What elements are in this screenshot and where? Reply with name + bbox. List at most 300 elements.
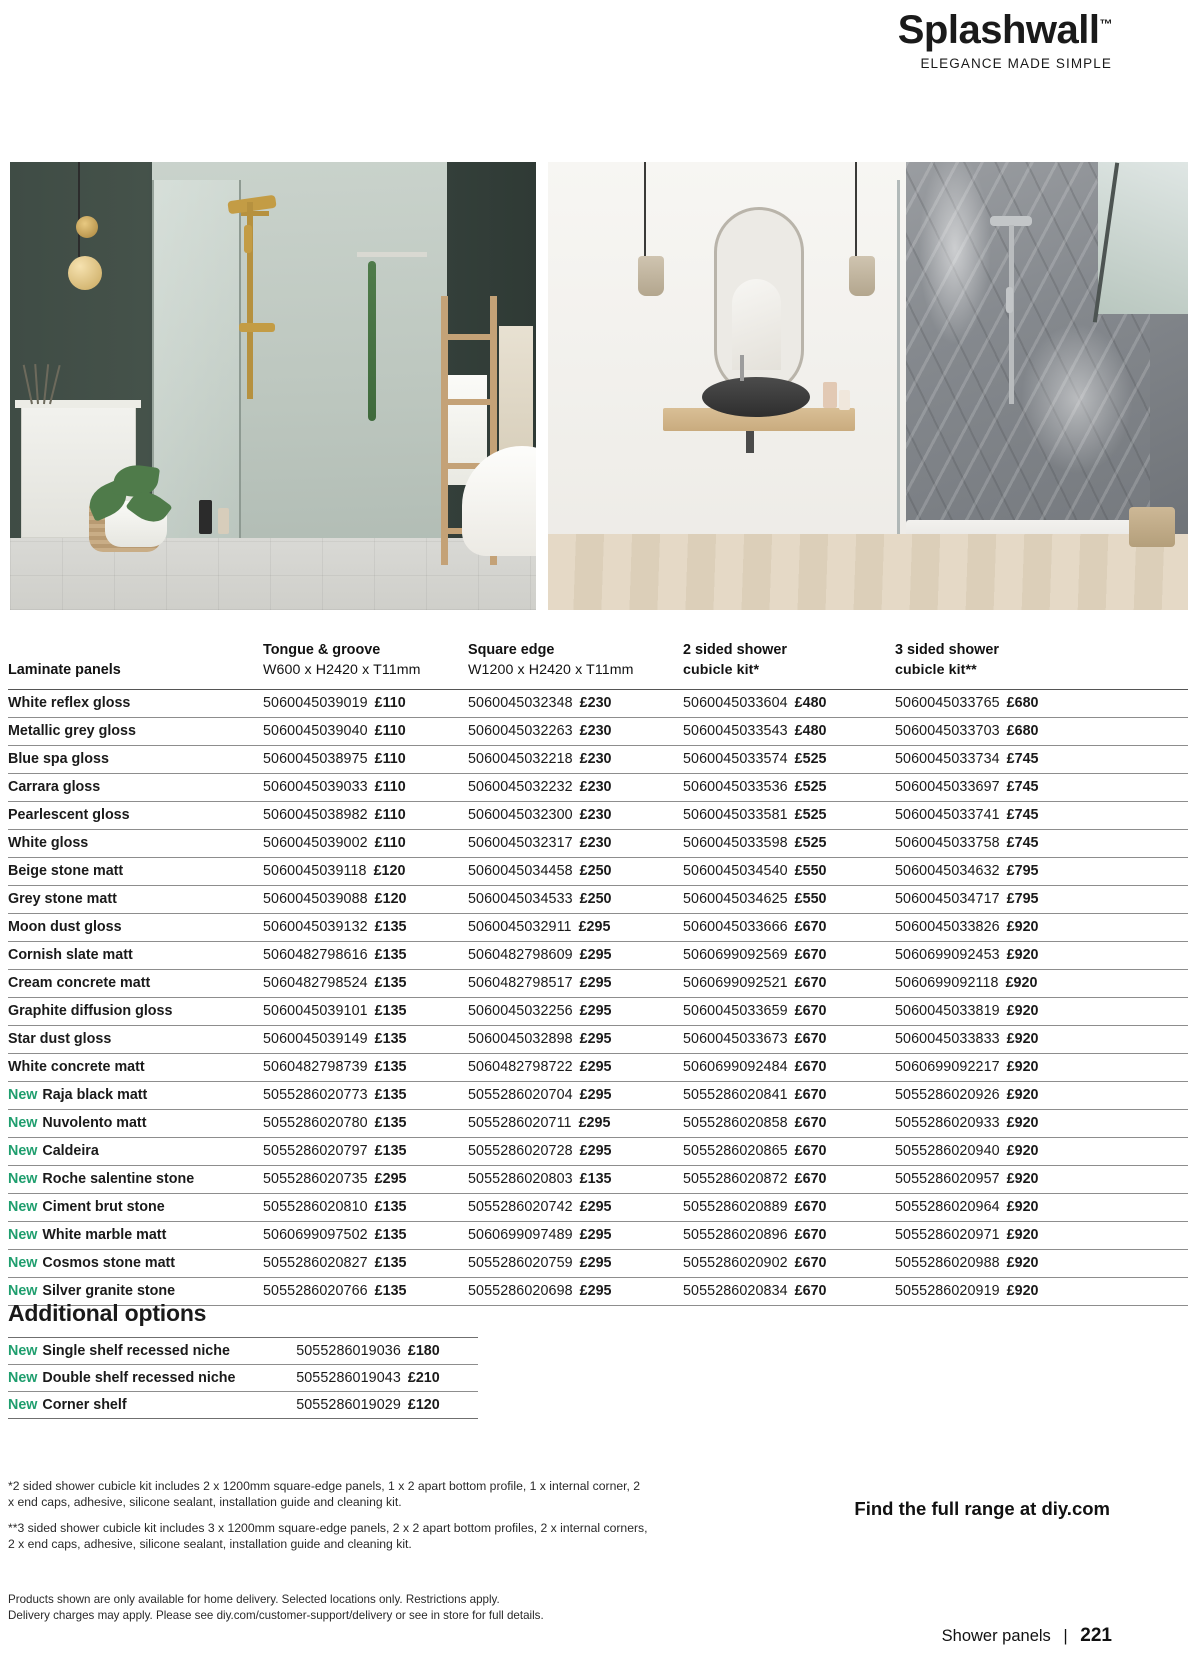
price-cell-tg [263,1249,468,1277]
price-cell-k2 [683,1277,895,1305]
sku-code: 5055286020896 [683,1227,788,1244]
additional-options-table [8,1337,478,1419]
additional-option-value-cell [296,1392,478,1419]
price-value: £920 [1006,1031,1039,1048]
additional-option-name: Double shelf recessed niche [42,1370,236,1386]
sku-code: 5060045033734 [895,751,1000,768]
sku-code: 5060045033604 [683,695,788,712]
additional-option-value-cell [296,1365,478,1392]
product-name-cell [8,801,263,829]
price-cell-k2 [683,1165,895,1193]
price-value: £480 [794,723,827,740]
price-value: £230 [579,779,612,796]
sku-code: 5060045033659 [683,1003,788,1020]
price-cell-k3 [895,745,1188,773]
table-row [8,745,1188,773]
sku-code: 5055286020780 [263,1115,368,1132]
price-value: £795 [1006,863,1039,880]
sku-code: 5060045033826 [895,919,1000,936]
footer-section-name: Shower panels [941,1627,1051,1645]
column-header-title: 2 sided shower [683,642,787,658]
column-header-sub: cubicle kit** [895,662,977,679]
price-value: £920 [1006,1283,1039,1300]
sku-code: 5060482798739 [263,1059,368,1076]
price-value: £295 [579,1059,612,1076]
price-cell-se [468,1165,683,1193]
price-value: £135 [374,919,407,936]
new-badge: New [8,1115,38,1132]
sku-code: 5060045033758 [895,835,1000,852]
price-cell-tg [263,997,468,1025]
price-value: £295 [579,947,612,964]
table-body [8,689,1188,1305]
price-cell-k2 [683,1053,895,1081]
table-row [8,829,1188,857]
price-value: £295 [579,1003,612,1020]
table-row [8,885,1188,913]
column-header-3-sided-kit [895,640,1188,689]
sku-code: 5060482798722 [468,1059,573,1076]
price-cell-se [468,1193,683,1221]
table-header-row [8,640,1188,689]
sku-code: 5060482798517 [468,975,573,992]
sku-code: 5055286020964 [895,1199,1000,1216]
table-row [8,941,1188,969]
price-value: £180 [407,1343,440,1359]
price-cell-k3 [895,913,1188,941]
price-value: £670 [794,1003,827,1020]
price-value: £670 [794,947,827,964]
price-cell-tg [263,1137,468,1165]
price-cell-k3 [895,689,1188,717]
sku-code: 5055286020988 [895,1255,1000,1272]
price-value: £135 [374,1031,407,1048]
sku-code: 5060045039118 [263,863,367,880]
price-value: £920 [1006,1087,1039,1104]
sku-code: 5055286020926 [895,1087,1000,1104]
sku-code: 5055286020957 [895,1171,1000,1188]
sku-code: 5055286020735 [263,1171,368,1188]
legal-disclaimer [8,1592,708,1625]
price-value: £295 [578,919,611,936]
sku-code: 5060045033765 [895,695,1000,712]
price-cell-k2 [683,1221,895,1249]
price-value: £295 [578,1115,611,1132]
price-cell-k2 [683,717,895,745]
table-row [8,1053,1188,1081]
price-value: £670 [794,975,827,992]
additional-option-value-cell [296,1338,478,1365]
price-cell-k2 [683,745,895,773]
product-name-cell [8,689,263,717]
sku-code: 5060699092484 [683,1059,788,1076]
price-cell-k3 [895,1137,1188,1165]
cta-find-full-range[interactable]: Find the full range at diy.com [854,1498,1110,1519]
new-badge: New [8,1343,38,1359]
price-cell-se [468,857,683,885]
table-row [8,969,1188,997]
price-cell-k2 [683,1249,895,1277]
column-header-title: Tongue & groove [263,642,381,658]
sku-code: 5055286020810 [263,1199,368,1216]
price-cell-k2 [683,773,895,801]
column-header-2-sided-kit [683,640,895,689]
sku-code: 5055286020698 [468,1283,573,1300]
price-cell-tg [263,1053,468,1081]
price-value: £135 [374,947,407,964]
additional-option-row [8,1392,478,1419]
sku-code: 5060045039132 [263,919,368,936]
price-cell-k3 [895,1165,1188,1193]
sku-code: 5060045033598 [683,835,788,852]
price-value: £295 [579,1255,612,1272]
product-name-cell [8,913,263,941]
table-header [8,640,1188,689]
price-cell-tg [263,1165,468,1193]
price-cell-k3 [895,1081,1188,1109]
price-cell-k3 [895,885,1188,913]
price-cell-se [468,773,683,801]
sku-code: 5055286020827 [263,1255,368,1272]
product-name-cell [8,717,263,745]
price-value: £920 [1006,1171,1039,1188]
price-cell-k2 [683,941,895,969]
price-cell-se [468,1081,683,1109]
sku-code: 5060699092453 [895,947,1000,964]
sku-code: 5060045034625 [683,891,788,908]
price-value: £525 [794,807,827,824]
price-value: £135 [374,1003,407,1020]
sku-code: 5060045032898 [468,1031,573,1048]
price-cell-tg [263,689,468,717]
column-header-laminate-panels [8,640,263,689]
sku-code: 5055286020766 [263,1283,368,1300]
price-cell-se [468,801,683,829]
price-value: £670 [794,1087,827,1104]
price-value: £250 [579,863,612,880]
sku-code: 5060045034717 [895,891,1000,908]
price-value: £135 [374,1059,407,1076]
sku-code: 5060045038982 [263,807,368,824]
product-name: Pearlescent gloss [8,807,130,824]
sku-code: 5060045033741 [895,807,1000,824]
sku-code: 5055286020902 [683,1255,788,1272]
price-cell-k2 [683,1081,895,1109]
price-cell-tg [263,1221,468,1249]
price-value: £295 [579,1031,612,1048]
product-name: Roche salentine stone [42,1171,195,1188]
new-badge: New [8,1370,38,1386]
product-name-cell [8,885,263,913]
trademark-symbol: ™ [1099,16,1112,32]
column-header-sub: W600 x H2420 x T11mm [263,662,421,679]
price-value: £120 [374,891,407,908]
sku-code: 5060045039019 [263,695,368,712]
sku-code: 5055286020933 [895,1115,1000,1132]
sku-code: 5055286020742 [468,1199,573,1216]
new-badge: New [8,1283,38,1300]
price-cell-se [468,745,683,773]
price-value: £670 [794,1143,827,1160]
legal-line-1: Products shown are only available for home delivery. Selected locations only. Restrictions apply. [8,1593,500,1606]
sku-code: 5060045032256 [468,1003,573,1020]
price-cell-tg [263,1025,468,1053]
product-name-cell [8,941,263,969]
price-cell-tg [263,717,468,745]
price-cell-k3 [895,773,1188,801]
product-name: Cosmos stone matt [42,1255,176,1272]
product-name: Star dust gloss [8,1031,112,1048]
price-cell-k3 [895,969,1188,997]
sku-code: 5055286020889 [683,1199,788,1216]
price-value: £670 [794,1031,827,1048]
new-badge: New [8,1143,38,1160]
price-cell-tg [263,773,468,801]
product-name-cell [8,969,263,997]
sku-code: 5060699097502 [263,1227,368,1244]
price-value: £110 [374,779,406,796]
sku-code: 5060045032218 [468,751,573,768]
product-name-cell [8,1053,263,1081]
price-cell-se [468,1025,683,1053]
hero-image-row [10,162,1190,610]
price-value: £110 [374,723,406,740]
price-cell-se [468,1053,683,1081]
price-cell-tg [263,1193,468,1221]
product-name-cell [8,1193,263,1221]
price-value: £745 [1006,807,1039,824]
price-value: £920 [1006,1143,1039,1160]
sku-code: 5060045034458 [468,863,573,880]
product-name-cell [8,1109,263,1137]
additional-options-body [8,1338,478,1419]
price-value: £135 [374,1199,407,1216]
price-value: £120 [407,1397,440,1413]
sku-code: 5060045033833 [895,1031,1000,1048]
price-value: £230 [579,695,612,712]
brand-logo [898,10,1112,71]
price-cell-tg [263,829,468,857]
sku-code: 5055286020971 [895,1227,1000,1244]
sku-code: 5060045039149 [263,1031,368,1048]
product-name-cell [8,1249,263,1277]
price-value: £480 [794,695,827,712]
additional-option-name-cell [8,1365,296,1392]
price-value: £795 [1006,891,1039,908]
additional-option-name-cell [8,1338,296,1365]
table-row [8,801,1188,829]
sku-code: 5060045033697 [895,779,1000,796]
brand-name-text: Splashwall [897,8,1100,52]
price-value: £680 [1006,723,1039,740]
table-row [8,1249,1188,1277]
sku-code: 5055286020711 [468,1115,572,1132]
price-cell-tg [263,801,468,829]
product-name: Cream concrete matt [8,975,151,992]
price-cell-tg [263,913,468,941]
sku-code: 5055286020872 [683,1171,788,1188]
product-name-cell [8,1221,263,1249]
product-name: Carrara gloss [8,779,101,796]
table-row [8,1165,1188,1193]
price-cell-k3 [895,1249,1188,1277]
sku-code: 5060045039101 [263,1003,368,1020]
price-cell-se [468,1277,683,1305]
column-header-title: Square edge [468,642,555,658]
column-header-title: Laminate panels [8,662,121,679]
price-cell-se [468,689,683,717]
sku-code: 5060045032348 [468,695,573,712]
column-header-tongue-groove [263,640,468,689]
hero-image-marble-shower [548,162,1188,610]
price-value: £670 [794,1171,827,1188]
sku-code: 5060699092217 [895,1059,1000,1076]
price-value: £670 [794,1115,827,1132]
price-cell-k3 [895,1109,1188,1137]
sku-code: 5060045039088 [263,891,368,908]
price-cell-k3 [895,1277,1188,1305]
table-row [8,689,1188,717]
additional-option-row [8,1365,478,1392]
product-name-cell [8,1137,263,1165]
price-cell-se [468,1137,683,1165]
laminate-panels-pricing-table [8,640,1188,1306]
price-value: £920 [1006,1227,1039,1244]
product-name-cell [8,857,263,885]
product-name: Ciment brut stone [42,1199,165,1216]
product-name-cell [8,829,263,857]
new-badge: New [8,1087,38,1104]
price-value: £920 [1006,919,1039,936]
price-value: £295 [579,1283,612,1300]
price-cell-k3 [895,997,1188,1025]
sku-code: 5060045034533 [468,891,573,908]
price-value: £525 [794,835,827,852]
sku-code: 5055286020834 [683,1283,788,1300]
price-value: £295 [579,1087,612,1104]
pricing-table-container [8,640,1188,1306]
price-value: £745 [1006,751,1039,768]
sku-code: 5060045032911 [468,919,572,936]
column-header-square-edge [468,640,683,689]
column-header-sub: W1200 x H2420 x T11mm [468,662,634,679]
product-name-cell [8,1081,263,1109]
footnotes [8,1478,648,1553]
product-name: White concrete matt [8,1059,145,1076]
sku-code: 5055286019029 [296,1397,401,1413]
price-cell-se [468,885,683,913]
price-cell-tg [263,1109,468,1137]
price-value: £135 [374,1255,407,1272]
brand-name [898,10,1112,50]
price-value: £230 [579,807,612,824]
additional-options-section [8,1300,478,1419]
sku-code: 5060045039033 [263,779,368,796]
price-value: £295 [579,975,612,992]
sku-code: 5060045033574 [683,751,788,768]
price-cell-k2 [683,997,895,1025]
sku-code: 5060045033819 [895,1003,1000,1020]
price-cell-k3 [895,1193,1188,1221]
additional-option-row [8,1338,478,1365]
sku-code: 5060045039002 [263,835,368,852]
column-header-sub: cubicle kit* [683,662,760,679]
price-cell-k2 [683,1025,895,1053]
price-cell-tg [263,941,468,969]
sku-code: 5055286020728 [468,1143,573,1160]
product-name-cell [8,997,263,1025]
price-cell-k3 [895,829,1188,857]
price-cell-tg [263,969,468,997]
price-value: £920 [1006,947,1039,964]
price-cell-tg [263,857,468,885]
price-cell-k2 [683,969,895,997]
new-badge: New [8,1397,38,1413]
price-cell-se [468,941,683,969]
legal-line-2: Delivery charges may apply. Please see diy.com/customer-support/delivery or see in store for full details. [8,1609,544,1623]
price-value: £920 [1006,1003,1039,1020]
additional-option-name-cell [8,1392,296,1419]
product-name: Beige stone matt [8,863,124,880]
sku-code: 5060699092118 [895,975,999,992]
sku-code: 5055286020704 [468,1087,573,1104]
price-value: £295 [374,1171,407,1188]
price-value: £110 [374,807,406,824]
sku-code: 5060045033536 [683,779,788,796]
sku-code: 5055286020940 [895,1143,1000,1160]
sku-code: 5060045034540 [683,863,788,880]
price-value: £110 [374,751,406,768]
sku-code: 5055286020858 [683,1115,788,1132]
additional-option-name: Corner shelf [42,1397,127,1413]
price-cell-se [468,969,683,997]
price-cell-k3 [895,857,1188,885]
footnote-3-sided: **3 sided shower cubicle kit includes 3 x 1200mm square-edge panels, 2 x 2 apart bottom profiles, 2 x internal corners, 2 x end caps, adhesive, silicone sealant, installation guide and cleaning kit. [8,1520,648,1552]
sku-code: 5060045033543 [683,723,788,740]
product-name: Nuvolento matt [42,1115,147,1132]
product-name: Graphite diffusion gloss [8,1003,173,1020]
sku-code: 5060045032317 [468,835,573,852]
sku-code: 5060699097489 [468,1227,573,1244]
product-name-cell [8,1025,263,1053]
price-value: £120 [373,863,406,880]
product-name-cell [8,773,263,801]
sku-code: 5055286019036 [296,1343,401,1359]
column-header-title: 3 sided shower [895,642,999,658]
price-cell-k3 [895,1221,1188,1249]
sku-code: 5060699092521 [683,975,788,992]
additional-options-title: Additional options [8,1300,207,1326]
new-badge: New [8,1171,38,1188]
product-name: Caldeira [42,1143,99,1160]
product-name-cell [8,745,263,773]
new-badge: New [8,1255,38,1272]
price-cell-k3 [895,941,1188,969]
price-value: £135 [374,1283,407,1300]
price-value: £670 [794,1255,827,1272]
price-value: £135 [374,1143,407,1160]
price-value: £525 [794,779,827,796]
price-value: £135 [374,1115,407,1132]
price-value: £250 [579,891,612,908]
sku-code: 5060482798616 [263,947,368,964]
product-name: Grey stone matt [8,891,117,908]
mirror [714,207,804,395]
product-name-cell [8,1165,263,1193]
price-value: £670 [794,1199,827,1216]
footer-separator: | [1063,1627,1068,1645]
price-value: £230 [579,723,612,740]
